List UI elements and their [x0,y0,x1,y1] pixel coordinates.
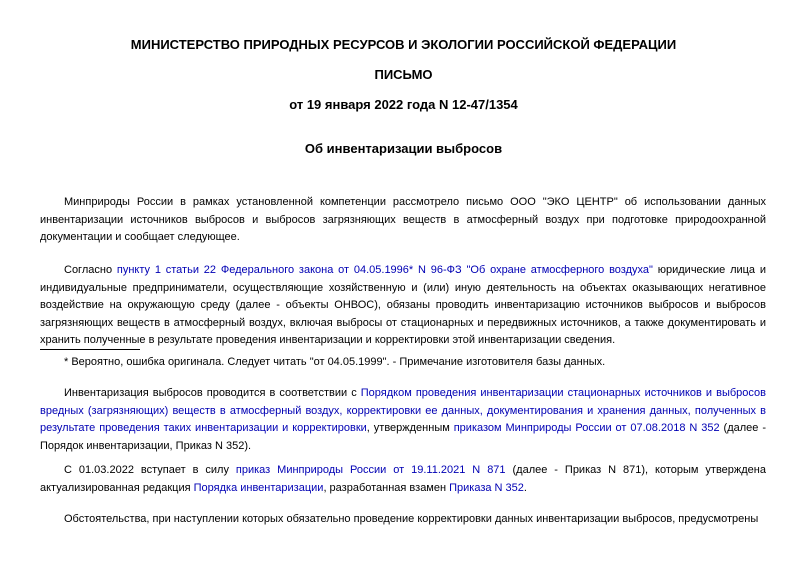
document-date-number: от 19 января 2022 года N 12-47/1354 [289,97,518,112]
inventory-procedure-link[interactable]: Порядком проведения инвентаризации стационарных источников и выбросов вредных (загрязняющих) веществ в атмосферный воздух, корректировки ее данных, документирования и хранения данных, полученных в результате проведения таких инвентаризации и корректировки [40,387,766,435]
ministry-title: МИНИСТЕРСТВО ПРИРОДНЫХ РЕСУРСОВ И ЭКОЛОГИИ РОССИЙСКОЙ ФЕДЕРАЦИИ [130,37,677,52]
inventory-order-link[interactable]: Порядка инвентаризации [193,481,324,494]
order-352-short-link[interactable]: Приказа N 352 [449,481,524,494]
document-type: ПИСЬМО [374,67,433,82]
paragraph-3-text-2: , утвержденным [366,422,454,435]
paragraph-3-text-1: Инвентаризация выбросов проводится в соответствии с [64,387,361,399]
paragraph-4-text-2: (далее - Приказ N 871), которым утверждена актуализированная редакция [40,464,766,494]
paragraph-4 [40,462,766,497]
paragraph-4-text-4: . [523,481,527,494]
paragraph-3-text-3: (далее - Порядок инвентаризации, Приказ N 352). [40,422,766,452]
order-871-link[interactable]: приказ Минприроды России от 19.11.2021 N 871 [235,464,506,476]
document-subject: Об инвентаризации выбросов [304,141,503,156]
paragraph-5 [40,511,766,529]
footnote [40,354,766,371]
paragraph-3 [40,385,766,455]
paragraph-5-text: Обстоятельства, при наступлении которых обязательно проведение корректировки данных инвентаризации выбросов, предусмотрены [64,513,759,525]
law-article-link[interactable]: пункту 1 статьи 22 Федерального закона от 04.05.1996* N 96-ФЗ "Об охране атмосферного воздуха" [116,264,653,276]
paragraph-1-text: Минприроды России в рамках установленной компетенции рассмотрело письмо ООО "ЭКО ЦЕНТР" об использовании данных инвентаризации источников выбросов и выбросов загрязняющих веществ в атмосферный воздух при подготовке природоохранной документации и сообщает следующее. [40,196,766,244]
footnote-divider [40,349,140,350]
order-352-link[interactable]: приказом Минприроды России от 07.08.2018 N 352 [453,422,720,435]
paragraph-2-text-2: юридические лица и индивидуальные предприниматели, осуществляющие хозяйственную и (или) иную деятельность на объектах оказывающих негативное воздействие на окружающую среду (далее - объекты ОНВОС), обязаны проводить инвентаризацию источников выбросов и выбросов загрязняющих веществ в атмосферный воздух, включая выбросы от стационарных и передвижных источников, а также документировать и хранить полученные в результате проведения инвентаризации и корректировки этой инвентаризации сведения. [40,264,767,347]
paragraph-4-text-3: , разработанная взамен [323,481,450,494]
paragraph-1 [40,194,766,247]
paragraph-2-text-1: Согласно [64,264,117,276]
paragraph-4-text-1: С 01.03.2022 вступает в силу [64,464,236,476]
footnote-text: * Вероятно, ошибка оригинала. Следует читать "от 04.05.1999". - Примечание изготовителя базы данных. [64,356,606,368]
paragraph-2 [40,262,766,350]
